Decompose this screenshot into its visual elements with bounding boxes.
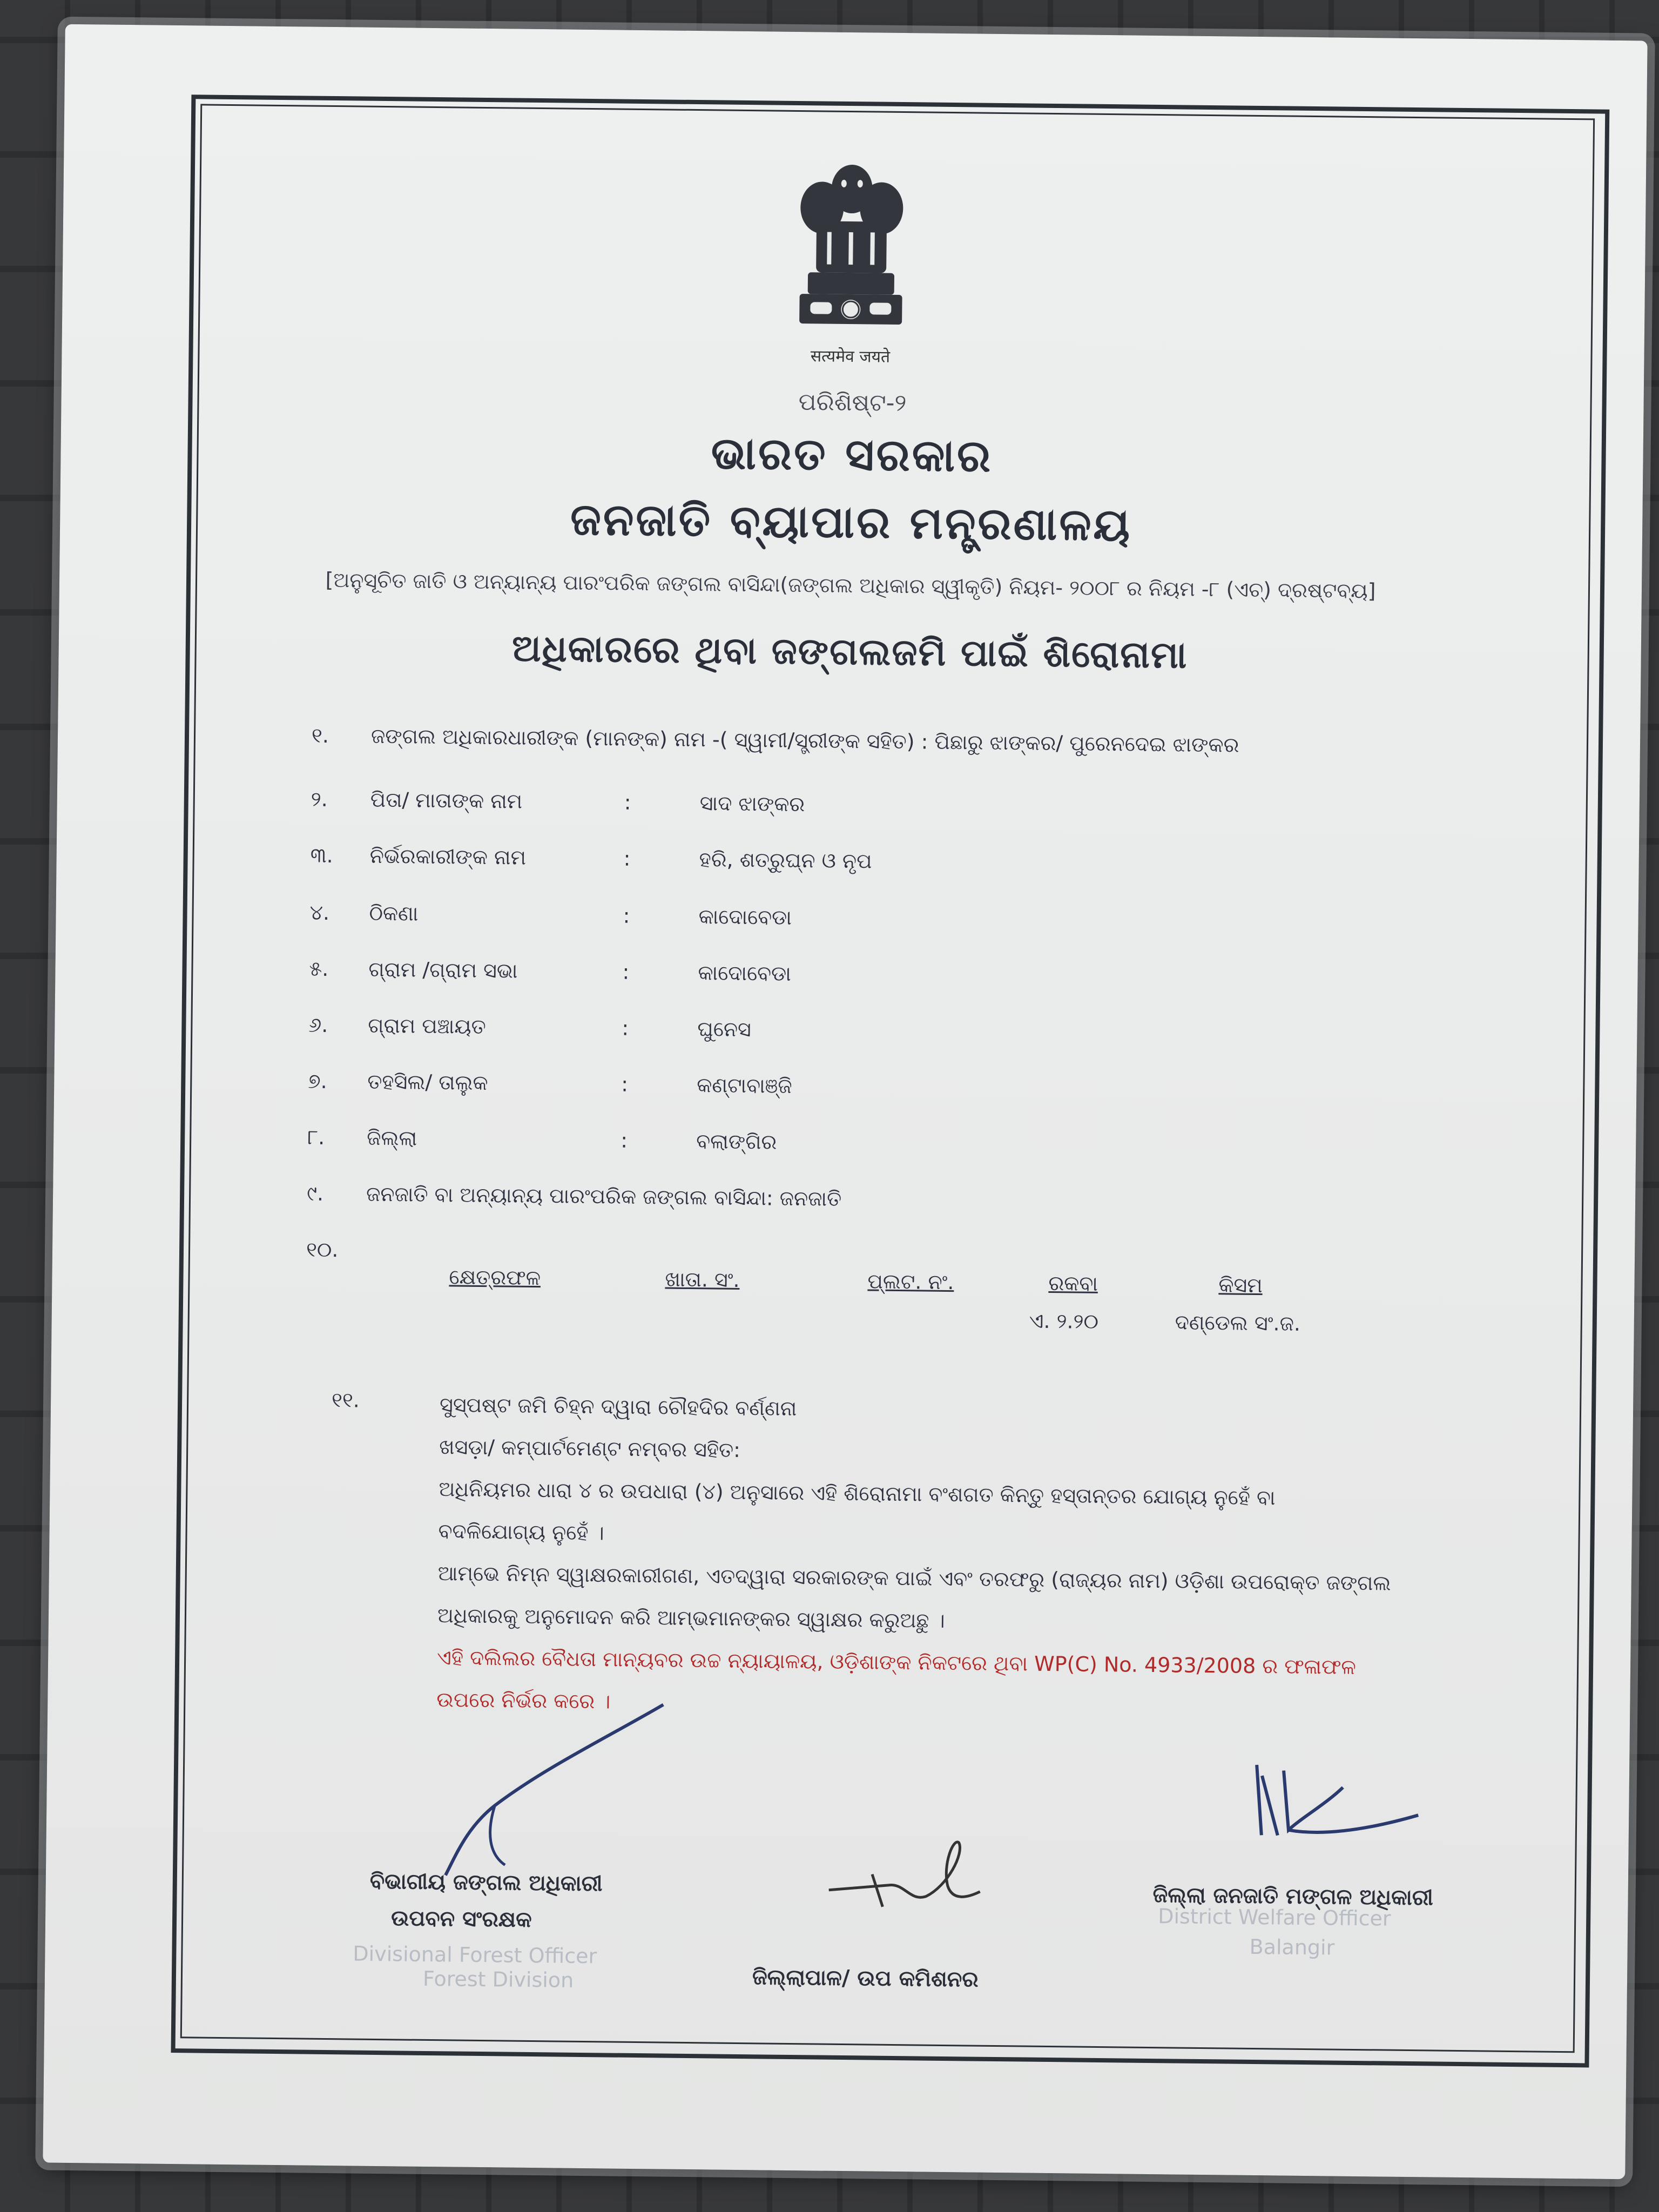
field-number: ୨.: [311, 787, 328, 811]
dwo-stamp: Balangir: [1249, 1934, 1335, 1960]
land-table-header: କ୍ଷେତ୍ରଫଳ: [449, 1265, 541, 1290]
field-colon: :: [623, 846, 631, 871]
field-number: ୧୦.: [306, 1237, 339, 1262]
dfo-stamp: Forest Division: [422, 1966, 574, 1992]
field-number: ୫.: [309, 956, 329, 981]
declaration-line: ବଦଳିଯୋଗ୍ୟ ନୁହେଁ ।: [438, 1519, 604, 1545]
field-value: କାଦୋବେଡା: [698, 961, 792, 986]
dwo-signature: [1245, 1754, 1424, 1864]
national-emblem-icon: [778, 156, 926, 341]
compartment-number-line: ଖସଡ଼ା/ କମ୍ପାର୍ଟମେଣ୍ଟ ନମ୍ବର ସହିତ:: [439, 1435, 741, 1462]
boundary-description: ସୁସ୍ପଷ୍ଟ ଜମି ଚିହ୍ନ ଦ୍ୱାରା ଚୌହଦିର ବର୍ଣ୍ଣନା: [439, 1393, 797, 1421]
field-value: ଘୁନେସ: [697, 1017, 752, 1042]
field-number: ୪.: [309, 900, 330, 925]
dfo-signature: [435, 1691, 707, 1889]
field-value: କଣ୍ଟାବାଞ୍ଜି: [697, 1073, 792, 1098]
dwo-title: ଜିଲ୍ଲା ଜନଜାତି ମଙ୍ଗଳ ଅଧିକାରୀ: [1152, 1883, 1434, 1911]
field-number: ୧୧.: [331, 1388, 360, 1412]
field-label: ପିତା/ ମାତାଙ୍କ ନାମ: [370, 787, 523, 813]
field-text: ଜନଜାତି ବା ଅନ୍ୟାନ୍ୟ ପାରଂପରିକ ଜଙ୍ଗଲ ବାସିନ୍ଦା: ଜନଜାତି: [366, 1182, 842, 1211]
field-colon: :: [622, 1016, 629, 1040]
appendix-label: ପରିଶିଷ୍ଟ-୨: [798, 388, 907, 417]
field-label: ତହସିଲ/ ତାଲୁକ: [367, 1069, 488, 1095]
land-table-cell: ଦଣ୍ଡେଲ ସଂ.ଜ.: [1175, 1310, 1301, 1336]
field-number: ୮.: [307, 1125, 325, 1149]
dfo-title: ବିଭାଗୀୟ ଜଙ୍ଗଲ ଅଧିକାରୀ: [369, 1869, 603, 1897]
field-colon: :: [621, 1072, 629, 1096]
field-label: ନିର୍ଭରକାରୀଙ୍କ ନାମ: [369, 844, 527, 869]
declaration-line: ଅଧିକାରକୁ ଅନୁମୋଦନ କରି ଆମ୍ଭମାନଙ୍କର ସ୍ୱାକ୍ଷର କରୁଅଛୁ ।: [437, 1603, 945, 1633]
collector-signature: [823, 1831, 986, 1924]
emblem-motto: सत्यमेव जयते: [810, 347, 891, 367]
field-value: ହରି, ଶତ୍ରୁଘ୍ନ ଓ ନୃପ: [699, 847, 872, 873]
field-label: ଠିକଣା: [369, 901, 419, 926]
field-label: ଗ୍ରାମ ପଞ୍ଚାୟତ: [368, 1013, 486, 1039]
government-heading: ଭାରତ ସରକାର: [711, 428, 993, 482]
field-number: ୧.: [311, 723, 329, 747]
field-colon: :: [622, 960, 630, 984]
field-number: ୭.: [308, 1069, 327, 1093]
field-label: ଜିଲ୍ଲା: [367, 1125, 417, 1150]
declaration-line: ଆମ୍ଭେ ନିମ୍ନ ସ୍ୱାକ୍ଷରକାରୀଗଣ, ଏତଦ୍ୱାରା ସରକାରଙ୍କ ପାଇଁ ଏବଂ ତରଫରୁ (ରାଜ୍ୟର ନାମ) ଓଡ଼ିଶା ଉପରୋକ୍ତ ଜଙ୍ଗଲ: [437, 1561, 1391, 1595]
court-note-line: ଏହି ଦଲିଲର ବୈଧତା ମାନ୍ୟବର ଉଚ୍ଚ ନ୍ୟାୟାଳୟ, ଓଡ଼ିଶାଙ୍କ ନିକଟରେ ଥିବା WP(C) No. 4933/2008 ର ଫଳାଫଳ: [436, 1645, 1357, 1679]
field-label: ଗ୍ରାମ /ଗ୍ରାମ ସଭା: [368, 957, 518, 983]
dwo-stamp: District Welfare Officer: [1158, 1904, 1391, 1931]
field-number: ୬.: [308, 1013, 328, 1037]
ministry-heading: ଜନଜାତି ବ୍ୟାପାର ମନ୍ତ୍ରଣାଳୟ: [570, 494, 1132, 551]
field-number: ୯.: [306, 1181, 324, 1205]
field-value: ସାଦ ଝାଙ୍କର: [699, 791, 805, 817]
field-number: ୩.: [310, 843, 333, 868]
field-colon: :: [620, 1128, 628, 1152]
land-table-header: କିସମ: [1218, 1273, 1263, 1298]
acf-title: ଉପବନ ସଂରକ୍ଷକ: [390, 1906, 532, 1933]
document-title: ଅଧିକାରରେ ଥିବା ଜଙ୍ଗଲଜମି ପାଇଁ ଶିରୋନାମା: [511, 627, 1188, 677]
land-table-header: ପ୍ଲଟ. ନଂ.: [867, 1269, 954, 1294]
declaration-line: ଅଧିନିୟମର ଧାରା ୪ ର ଉପଧାରା (୪) ଅନୁସାରେ ଏହି ଶିରୋନାମା ବଂଶଗତ କିନ୍ତୁ ହସ୍ତାନ୍ତର ଯୋଗ୍ୟ ନୁହେଁ ବା: [439, 1477, 1276, 1510]
land-table-header: ରକବା: [1048, 1271, 1098, 1296]
field-value: କାଦୋବେଡା: [698, 905, 792, 929]
certificate-sheet: [43, 24, 1647, 2179]
court-note-line: ଉପରେ ନିର୍ଭର କରେ ।: [436, 1688, 611, 1714]
field-text: ଜଙ୍ଗଲ ଅଧିକାରଧାରୀଙ୍କ (ମାନଙ୍କ) ନାମ -( ସ୍ୱାମୀ/ସ୍ତ୍ରୀଙ୍କ ସହିତ) : ପିଛାରୁ ଝାଙ୍କର/ ପୁରେନଦେଇ ଝାଙ୍କର: [370, 724, 1239, 757]
collector-title: ଜିଲ୍ଲାପାଳ/ ଉପ କମିଶନର: [752, 1965, 979, 1992]
field-value: ବଲାଙ୍ଗିର: [696, 1129, 777, 1154]
field-colon: :: [623, 903, 630, 928]
field-colon: :: [624, 790, 631, 814]
rule-reference: [ଅନୁସୂଚିତ ଜାତି ଓ ଅନ୍ୟାନ୍ୟ ପାରଂପରିକ ଜଙ୍ଗଲ ବାସିନ୍ଦା(ଜଙ୍ଗଲ ଅଧିକାର ସ୍ୱୀକୃତି) ନିୟମ- ୨୦୦୮ ର ନିୟମ -୮ (ଏଚ୍) ଦ୍ରଷ୍ଟବ୍ୟ]: [325, 568, 1376, 603]
land-table-header: ଖାତା. ସଂ.: [665, 1267, 740, 1292]
land-table-cell: ଏ. ୨.୨୦: [1029, 1309, 1099, 1333]
dfo-stamp: Divisional Forest Officer: [353, 1941, 597, 1968]
